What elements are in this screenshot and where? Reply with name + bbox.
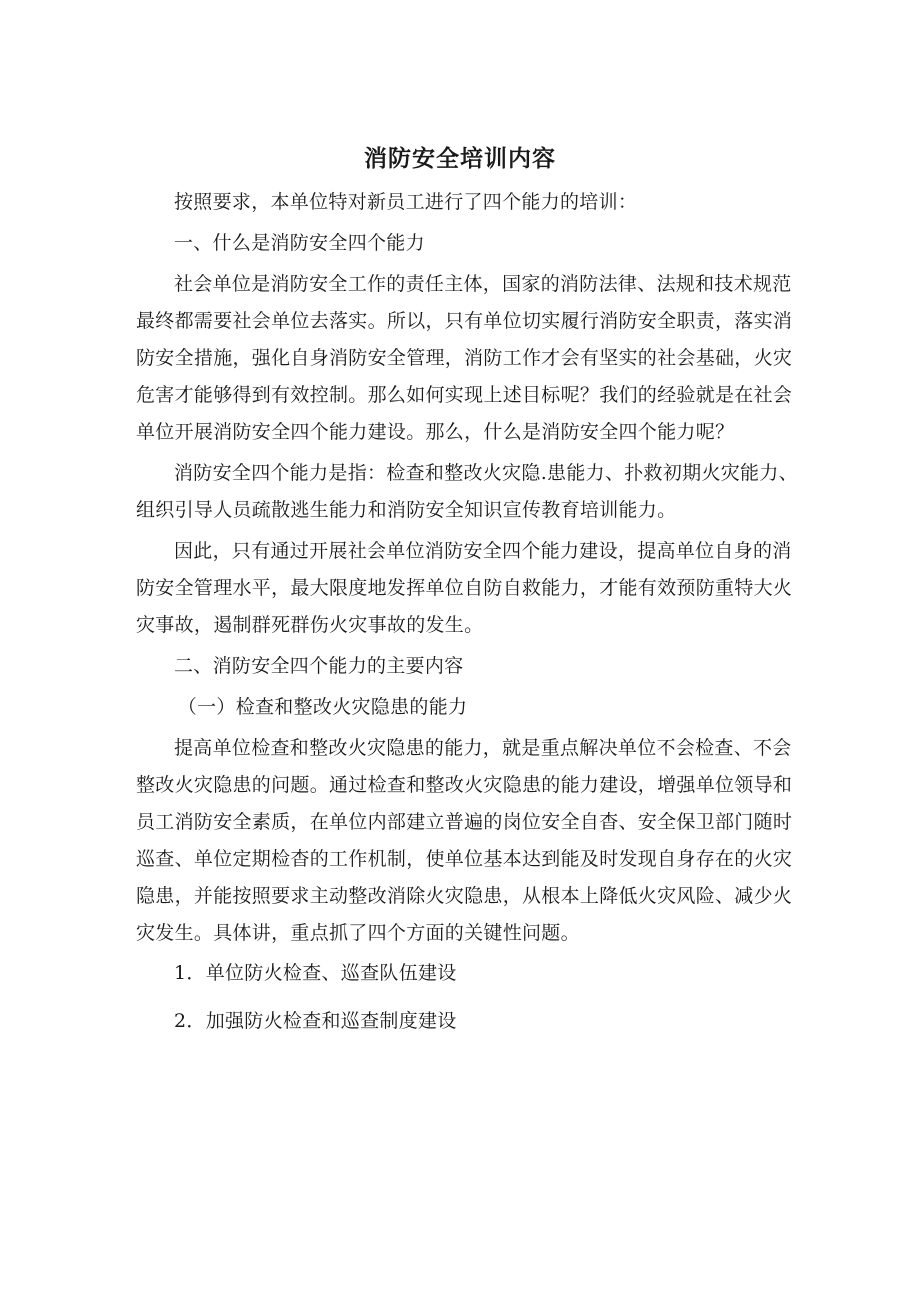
body-paragraph-3: 因此，只有通过开展社会单位消防安全四个能力建设，提高单位自身的消防安全管理水平，最大限度地发挥单位自防自救能力，才能有效预防重特大火灾事故，遏制群死群伤火灾事故的发生。 — [136, 540, 793, 636]
body-paragraph-2: 消防安全四个能力是指：检查和整改火灾隐.患能力、扑救初期火灾能力、组织引导人员疏散逃生能力和消防安全知识宣传教育培训能力。 — [136, 462, 798, 521]
section-heading-1: 一、什么是消防安全四个能力 — [174, 232, 425, 254]
subsection-heading-1: （一）检查和整改火灾隐患的能力 — [177, 696, 468, 718]
document-body — [136, 184, 800, 1042]
intro-paragraph: 按照要求，本单位特对新员工进行了四个能力的培训： — [174, 191, 638, 213]
body-paragraph-4: 提高单位检查和整改火灾隐患的能力，就是重点解决单位不会检查、不会整改火灾隐患的问题。通过检查和整改火灾隐患的能力建设，增强单位领导和员工消防安全素质，在单位内部建立普遍的岗位安全自杳、安全保卫部门随时巡查、单位定期检杳的工作机制，使单位基本达到能及时发现自身存在的火灾隐患，并能按照要求主动整改消除火灾隐患，从根本上降低火灾风险、减少火灾发生。具体讲，重点抓了四个方面的关键性问题。 — [136, 737, 793, 944]
section-heading-2: 二、消防安全四个能力的主要内容 — [174, 655, 464, 677]
document-title: 消防安全培训内容 — [364, 146, 556, 172]
list-item-2: 2．加强防火检查和巡查制度建设 — [174, 1010, 457, 1032]
list-item-1: 1．单位防火检查、巡查队伍建设 — [174, 962, 457, 984]
body-paragraph-1: 社会单位是消防安全工作的责任主体，国家的消防法律、法规和技术规范最终都需要社会单位去落实。所以，只有单位切实履行消防安全职责，落实消防安全措施，强化自身消防安全管理，消防工作才会有坚实的社会基础，火灾危害才能够得到有效控制。那么如何实现上述目标呢？我们的经验就是在社会单位开展消防安全四个能力建设。那么，什么是消防安全四个能力呢？ — [136, 273, 793, 443]
